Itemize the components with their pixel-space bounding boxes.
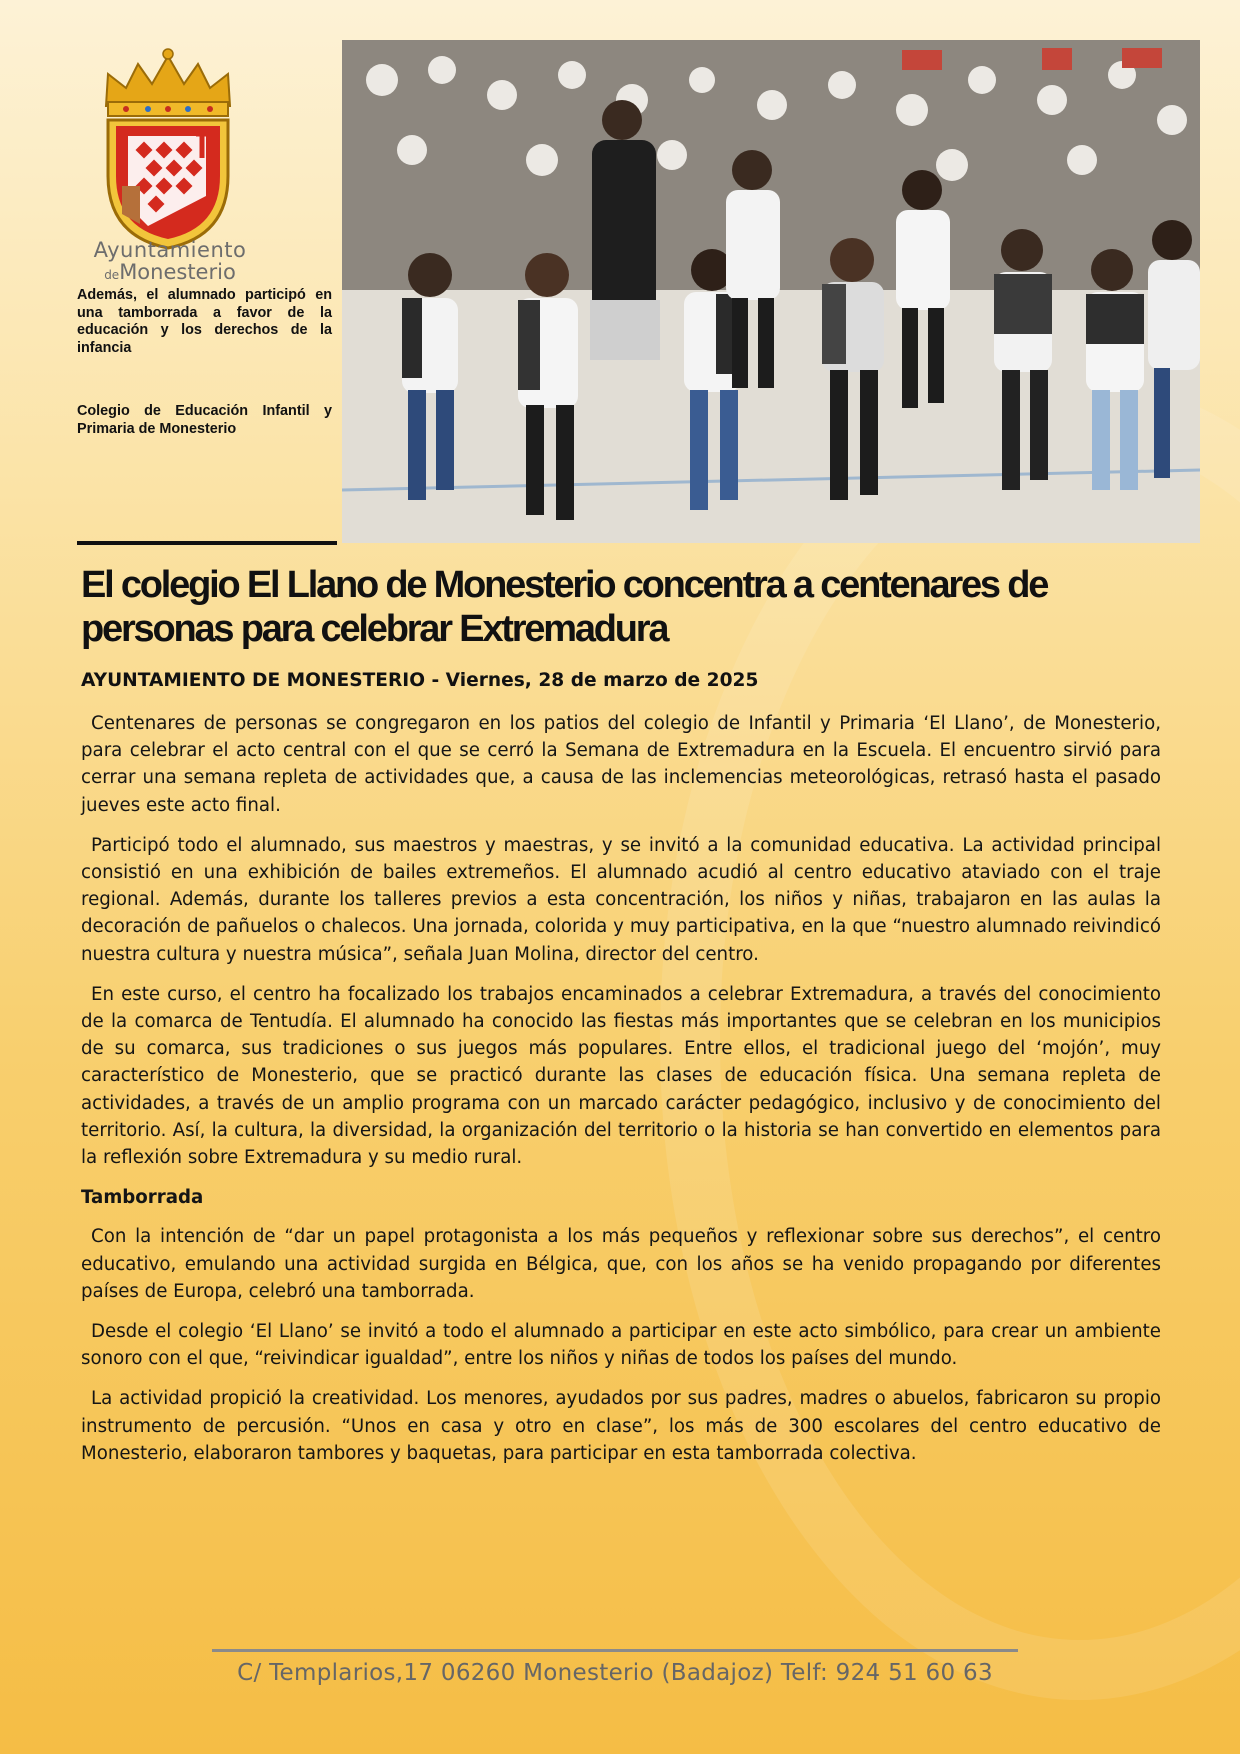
photo-credit: Colegio de Educación Infantil y Primaria de Monesterio (77, 403, 332, 437)
section-divider (77, 541, 337, 545)
article-title: El colegio El Llano de Monesterio concentra a centenares de personas para celebrar Extremadura (81, 564, 1048, 650)
subheading: Tamborrada (81, 1187, 204, 1209)
paragraph: Centenares de personas se congregaron en los patios del colegio de Infantil y Primaria ‘El Llano’, de Monesterio, para celebrar el acto central con el que se cerró la Semana de Extremadura en la Escuela. El encuentro sirvió para cerrar una semana repleta de actividades que, a causa de las inclemencias meteorológicas, retrasó hasta el pasado jueves este acto final. (81, 713, 1161, 816)
children-dancing-photo (342, 40, 1200, 543)
logo-text-town: Monesterio (119, 260, 236, 284)
logo-text-de: de (104, 268, 120, 282)
paragraph: Desde el colegio ‘El Llano’ se invitó a todo el alumnado a participar en este acto simbólico, para crear un ambiente sonoro con el que, “reivindicar igualdad”, entre los niños y niñas de todos los países del mundo. (81, 1321, 1161, 1370)
paragraph: En este curso, el centro ha focalizado los trabajos encaminados a celebrar Extremadura, a través del conocimiento de la comarca de Tentudía. El alumnado ha conocido las fiestas más importantes que se celebran en los municipios de su comarca, sus tradiciones o sus juegos más populares. Entre ellos, el tradicional juego del ‘mojón’, muy característico de Monesterio, que se practicó durante las clases de educación física. Una semana repleta de actividades, a través de un amplio programa con un marcado carácter pedagógico, inclusivo y de conocimiento del territorio. Así, la cultura, la diversidad, la organización del territorio o la historia se han convertido en elementos para la reflexión sobre Extremadura y su medio rural. (81, 983, 1161, 1169)
photo-caption: Además, el alumnado participó en una tamborrada a favor de la educación y los derechos de la infancia (77, 287, 332, 356)
logo-text-ayuntamiento: Ayuntamiento (93, 238, 247, 262)
crown-icon (106, 49, 230, 116)
shield-icon (108, 120, 228, 248)
article-body (81, 710, 1161, 1480)
paragraph: Con la intención de “dar un papel protagonista a los más pequeños y reflexionar sobre sus derechos”, el centro educativo, emulando una actividad surgida en Bélgica, que, con los años se ha venido propagando por diferentes países de Europa, celebró una tamborrada. (81, 1226, 1161, 1302)
paragraph: Participó todo el alumnado, sus maestros y maestras, y se invitó a la comunidad educativa. La actividad principal consistió en una exhibición de bailes extremeños. El alumnado acudió al centro educativo ataviado con el traje regional. Además, durante los talleres previos a esta concentración, los niños y niñas, trabajaron en las aulas la decoración de pañuelos o chalecos. Una jornada, colorida y muy participativa, en la que “nuestro alumnado reivindicó nuestra cultura y nuestra música”, señala Juan Molina, director del centro. (81, 834, 1161, 965)
footer-divider (212, 1649, 1018, 1652)
logo-text-monesterio (90, 260, 250, 284)
paragraph: La actividad propició la creatividad. Los menores, ayudados por sus padres, madres o abuelos, fabricaron su propio instrumento de percusión. “Unos en casa y otro en clase”, los más de 300 escolares del centro educativo de Monesterio, elaboraron tambores y baquetas, para participar en esta tamborrada colectiva. (81, 1388, 1161, 1464)
footer-address: C/ Templarios,17 06260 Monesterio (Badajoz) Telf: 924 51 60 63 (237, 1660, 993, 1686)
article-byline: AYUNTAMIENTO DE MONESTERIO - Viernes, 28 de marzo de 2025 (81, 670, 759, 691)
